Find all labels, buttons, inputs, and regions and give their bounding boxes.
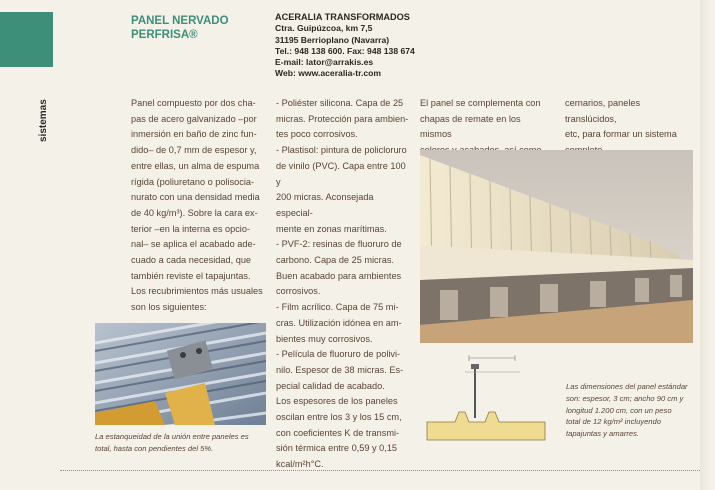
body-text-line: - Plastisol: pintura de policloruro: [276, 145, 407, 156]
body-text-line: también reviste el tapajuntas.: [131, 270, 251, 281]
body-text-line: 200 micras. Aconsejada especial-: [276, 192, 374, 218]
body-text-line: nurato con una densidad media: [131, 192, 260, 203]
address-line: Ctra. Guipúzcoa, km 7,5: [275, 23, 373, 34]
product-title-line: PANEL NERVADO: [131, 15, 229, 27]
building-roof-photo: [420, 150, 693, 343]
body-text-line: - PVF-2: resinas de fluoruro de: [276, 239, 402, 250]
caption-line: longitud 1.200 cm, con un peso: [566, 405, 672, 415]
body-text-line: son los siguientes:: [131, 302, 207, 313]
caption-line: total, hasta con pendientes del 5%.: [95, 443, 214, 453]
body-text-line: - Film acrílico. Capa de 75 mi-: [276, 302, 399, 313]
section-label: sistemas: [38, 99, 49, 142]
contact-block: [275, 12, 415, 80]
body-text-line: nal– se aplica el acabado ade-: [131, 239, 256, 250]
body-text-line: bientes muy corrosivos.: [276, 333, 373, 344]
body-text-line: micras. Protección para ambien-: [276, 113, 409, 124]
body-text-line: Los espesores de los paneles: [276, 396, 398, 407]
body-text-line: pecial calidad de acabado.: [276, 380, 385, 391]
caption-line: son: espesor, 3 cm; ancho 90 cm y: [566, 393, 684, 403]
body-text-line: nilo. Espesor de 38 micras. Es-: [276, 364, 404, 375]
body-text-line: chapas de remate en los mismos: [420, 113, 521, 140]
caption-line: tapajuntas y amarres.: [566, 429, 640, 439]
body-text-line: corrosivos.: [276, 286, 321, 297]
body-text-line: de vinilo (PVC). Capa entre 100 y: [276, 160, 406, 187]
body-text-line: cras. Utilización idónea en am-: [276, 317, 402, 328]
body-text-line: inmersión en baño de zinc fun-: [131, 129, 257, 140]
panel-joint-photo: [95, 323, 266, 425]
text-column-2: [276, 96, 409, 473]
body-text-line: entre ellas, un alma de espuma: [131, 160, 260, 171]
body-text-line: carbono. Capa de 25 micras.: [276, 255, 394, 266]
page-fold-shadow: [700, 0, 715, 490]
body-text-line: mente en zonas marítimas.: [276, 223, 387, 234]
email: E-mail: lator@arrakis.es: [275, 57, 374, 68]
body-text-line: Los recubrimientos más usuales: [131, 286, 263, 297]
body-text-line: kcal/m²h°C.: [276, 459, 324, 470]
body-text-line: cernarios, paneles translúcidos,: [565, 98, 641, 124]
body-text-line: rígida (poliuretano o polisocia-: [131, 176, 255, 187]
body-text-line: etc, para formar un sistema: [565, 129, 677, 140]
photo-caption: [95, 431, 270, 454]
caption-line: Las dimensiones del panel estándar: [566, 382, 688, 391]
caption-line: La estanqueidad de la unión entre paneles es: [95, 432, 249, 441]
phone-fax: Tel.: 948 138 600. Fax: 948 138 674: [275, 45, 415, 56]
body-text-line: El panel se complementa con: [420, 98, 541, 108]
body-text-line: - Película de fluoruro de polivi-: [276, 349, 401, 360]
body-text-line: tes poco corrosivos.: [276, 129, 358, 140]
body-text-line: - Poliéster silicona. Capa de 25: [276, 98, 404, 108]
body-text-line: cuado a cada necesidad, que: [131, 255, 252, 266]
dimensions-caption: [566, 381, 701, 440]
body-text-line: con coeficientes K de transmi-: [276, 427, 400, 438]
body-text-line: terior –en la interna es opcio-: [131, 223, 250, 234]
body-text-line: oscilan entre los 3 y los 15 cm,: [276, 412, 402, 423]
product-title: [131, 14, 229, 42]
body-text-line: de 40 kg/m³). Sobre la cara ex-: [131, 207, 258, 218]
body-text-line: Buen acabado para ambientes: [276, 270, 402, 281]
product-title-line: PERFRISA®: [131, 29, 198, 41]
website: Web: www.aceralia-tr.com: [275, 68, 382, 79]
text-column-1: [131, 96, 263, 316]
body-text-line: pas de acero galvanizado –por: [131, 113, 257, 124]
body-text-line: sión térmica entre 0,59 y 0,15: [276, 443, 398, 454]
footer-divider: [60, 470, 700, 471]
caption-line: total de 12 kg/m² incluyendo: [566, 417, 661, 427]
address-line: 31195 Berrioplano (Navarra): [275, 34, 390, 45]
panel-profile-diagram: [425, 350, 547, 450]
body-text-line: Panel compuesto por dos cha-: [131, 98, 256, 108]
body-text-line: dido– de 0,7 mm de espesor y,: [131, 145, 257, 156]
section-color-block: [0, 12, 53, 67]
company-name: ACERALIA TRANSFORMADOS: [275, 12, 410, 22]
